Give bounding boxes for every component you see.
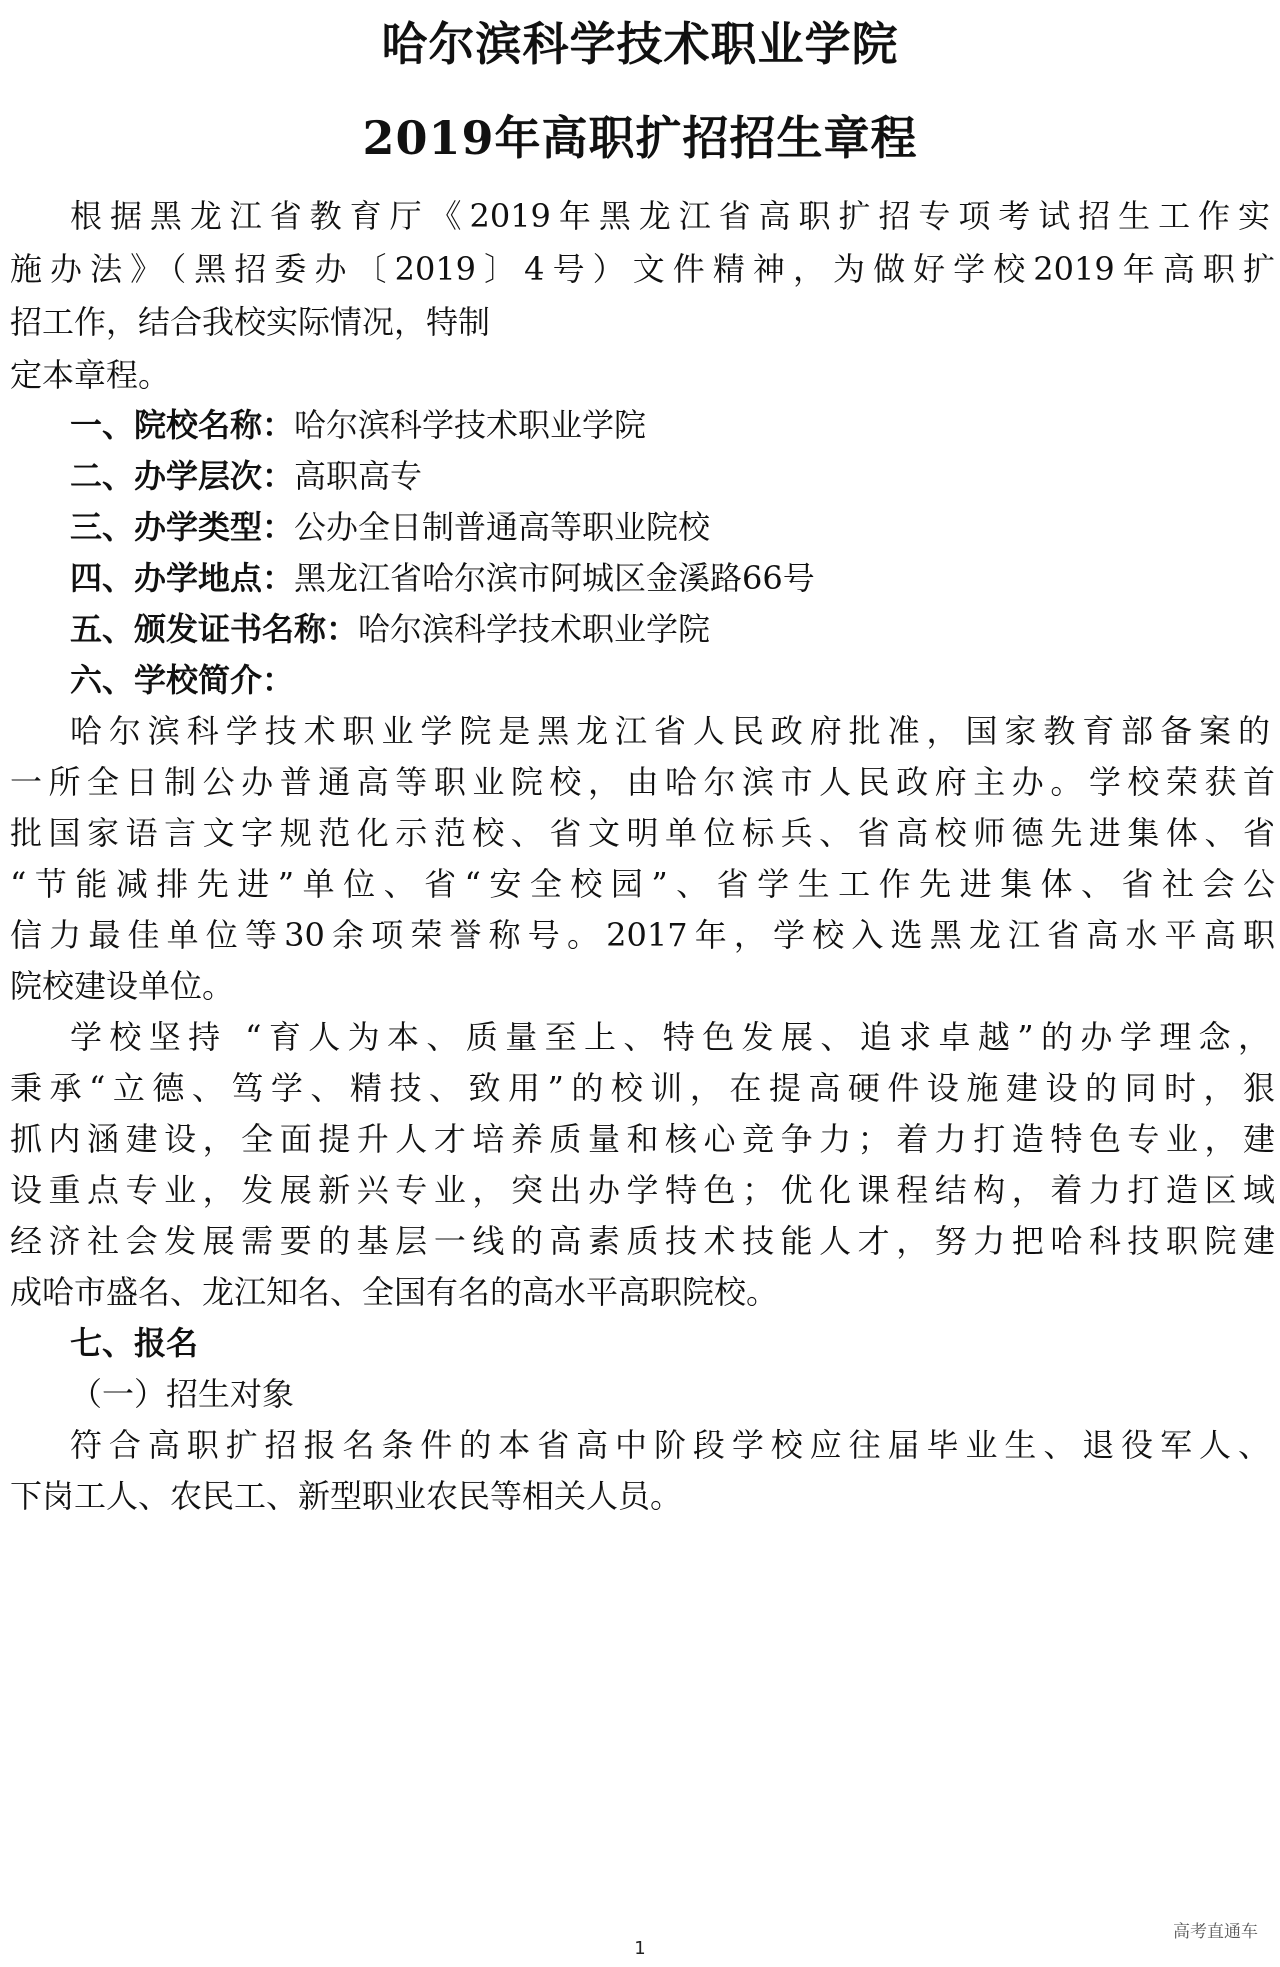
watermark-text: 高考直通车	[1173, 1922, 1258, 1942]
section-6-para2-line-2: 秉承“立德、笃学、精技、致用”的校训，在提高硬件设施建设的同时，狠	[10, 1069, 1275, 1107]
item-school-name	[70, 405, 1280, 445]
page-number: 1	[634, 1938, 646, 1959]
section-6-para1-line-5: 信力最佳单位等30余项荣誉称号。2017年，学校入选黑龙江省高水平高职	[10, 916, 1275, 954]
item-label: 三、办学类型：	[70, 508, 295, 546]
item-label: 一、院校名称：	[70, 406, 295, 444]
intro-line-1: 根据黑龙江省教育厅《2019年黑龙江省高职扩招专项考试招生工作实	[70, 197, 1270, 235]
section-6-para1-line-6: 院校建设单位。	[10, 967, 235, 1005]
section-6-para2-line-5: 经济社会发展需要的基层一线的高素质技术技能人才，努力把哈科技职院建	[10, 1222, 1275, 1260]
section-6-para2-line-3: 抓内涵建设，全面提升人才培养质量和核心竞争力；着力打造特色专业，建	[10, 1120, 1275, 1158]
section-6-para2-line-1: 学校坚持 “育人为本、质量至上、特色发展、追求卓越”的办学理念，	[70, 1018, 1270, 1056]
section-6-para2-line-4: 设重点专业，发展新兴专业，突出办学特色；优化课程结构，着力打造区域	[10, 1171, 1275, 1209]
item-label: 五、颁发证书名称：	[70, 610, 359, 648]
item-value: 公办全日制普通高等职业院校	[294, 508, 711, 546]
section-6-heading: 六、学校简介：	[70, 661, 295, 699]
intro-line-4: 定本章程。	[10, 356, 171, 394]
section-7-para-line-1: 符合高职扩招报名条件的本省高中阶段学校应往届毕业生、退役军人、	[70, 1426, 1270, 1464]
item-value: 哈尔滨科学技术职业学院	[358, 610, 711, 648]
section-6-para1-line-2: 一所全日制公办普通高等职业院校，由哈尔滨市人民政府主办。学校荣获首	[10, 763, 1275, 801]
item-value: 黑龙江省哈尔滨市阿城区金溪路66号	[294, 559, 815, 597]
section-6-para1-line-1: 哈尔滨科学技术职业学院是黑龙江省人民政府批准，国家教育部备案的	[70, 712, 1270, 750]
document-title-line-2: 2019年高职扩招招生章程	[362, 111, 918, 165]
section-7-para-line-2: 下岗工人、农民工、新型职业农民等相关人员。	[10, 1477, 683, 1515]
item-value: 高职高专	[294, 457, 423, 495]
item-label: 四、办学地点：	[70, 559, 295, 597]
section-7-subheading-1: （一）招生对象	[70, 1375, 295, 1413]
item-certificate-name	[70, 609, 1280, 649]
item-label: 二、办学层次：	[70, 457, 295, 495]
intro-line-3: 招工作，结合我校实际情况，特制	[10, 303, 491, 341]
document-title-line-1: 哈尔滨科学技术职业学院	[381, 17, 899, 71]
item-value: 哈尔滨科学技术职业学院	[294, 406, 647, 444]
section-7-heading: 七、报名	[70, 1324, 199, 1362]
item-school-level	[70, 456, 1280, 496]
section-6-para1-line-4: “节能减排先进”单位、省“安全校园”、省学生工作先进集体、省社会公	[10, 865, 1275, 903]
item-school-location	[70, 558, 1280, 598]
section-6-para2-line-6: 成哈市盛名、龙江知名、全国有名的高水平高职院校。	[10, 1273, 779, 1311]
item-school-type	[70, 507, 1280, 547]
intro-line-2: 施办法》（黑招委办〔2019〕4号）文件精神，为做好学校2019年高职扩	[10, 250, 1275, 288]
section-6-para1-line-3: 批国家语言文字规范化示范校、省文明单位标兵、省高校师德先进集体、省	[10, 814, 1275, 852]
